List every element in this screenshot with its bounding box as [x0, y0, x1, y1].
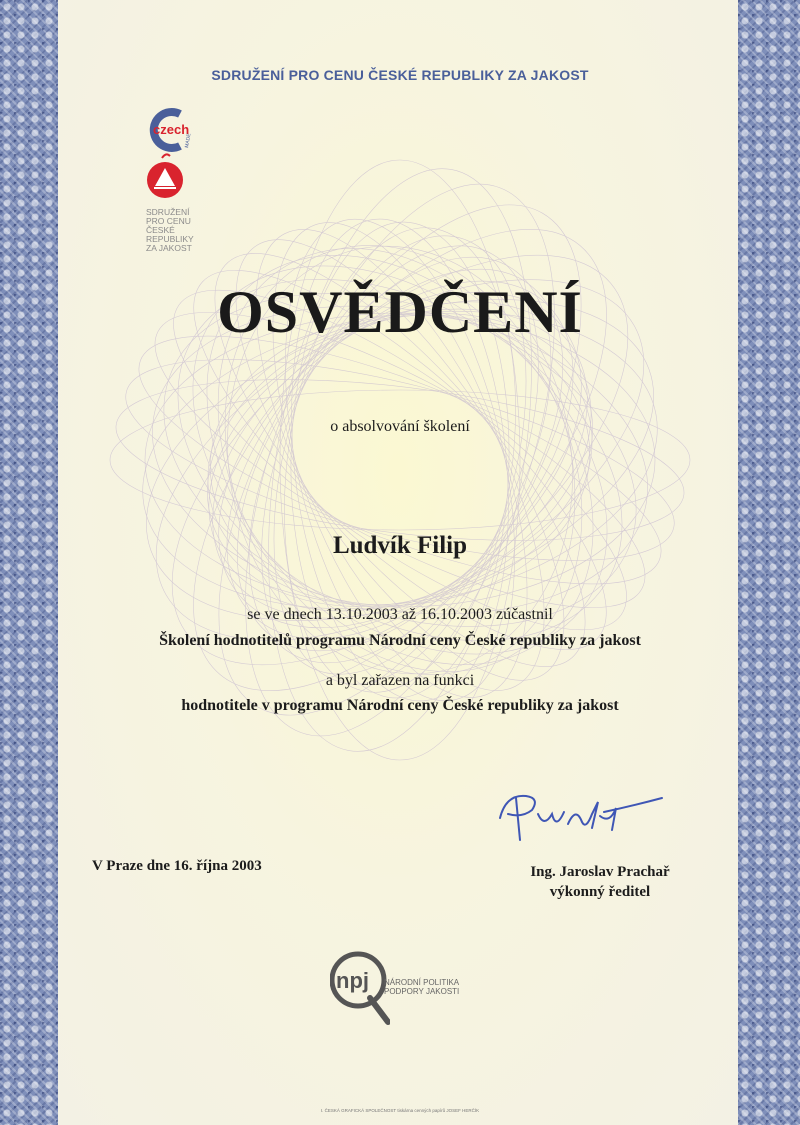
- certificate-subtitle: o absolvování školení: [330, 418, 470, 435]
- association-title: SDRUŽENÍ PRO CENU ČESKÉ REPUBLIKY ZA JAKOST: [211, 67, 589, 83]
- printer-note: I. ČESKÁ GRAFICKÁ SPOLEČNOST tiskárna cenných papírů JOSEF HERČÍK: [320, 1108, 480, 1113]
- apple-emblem-icon: [147, 154, 183, 198]
- attendance-text: se ve dnech 13.10.2003 až 16.10.2003 zúčastnil: [247, 606, 553, 623]
- czech-logo-text: czech: [153, 122, 190, 137]
- czech-made-logo: [140, 108, 210, 213]
- association-logo-caption: SDRUŽENÍ PRO CENU ČESKÉ REPUBLIKY ZA JAKOST: [146, 207, 194, 253]
- training-name: Školení hodnotitelů programu Národní ceny České republiky za jakost: [159, 632, 641, 649]
- made-logo-text: MADE: [184, 133, 193, 149]
- npj-logo: [330, 948, 390, 1028]
- assignment-text: a byl zařazen na funkci: [325, 672, 475, 689]
- signatory-name: Ing. Jaroslav Prachař: [530, 864, 670, 880]
- certificate-heading: OSVĚDČENÍ: [217, 279, 583, 345]
- npj-mark-text: npj: [336, 968, 369, 993]
- handwritten-signature: [492, 784, 672, 844]
- npj-caption: NÁRODNÍ POLITIKA PODPORY JAKOSTI: [384, 978, 460, 996]
- signatory-title: výkonný ředitel: [549, 884, 651, 900]
- recipient-name: Ludvík Filip: [332, 532, 468, 559]
- place-and-date: V Praze dne 16. října 2003: [92, 858, 262, 874]
- assigned-role: hodnotitele v programu Národní ceny České republiky za jakost: [181, 697, 619, 714]
